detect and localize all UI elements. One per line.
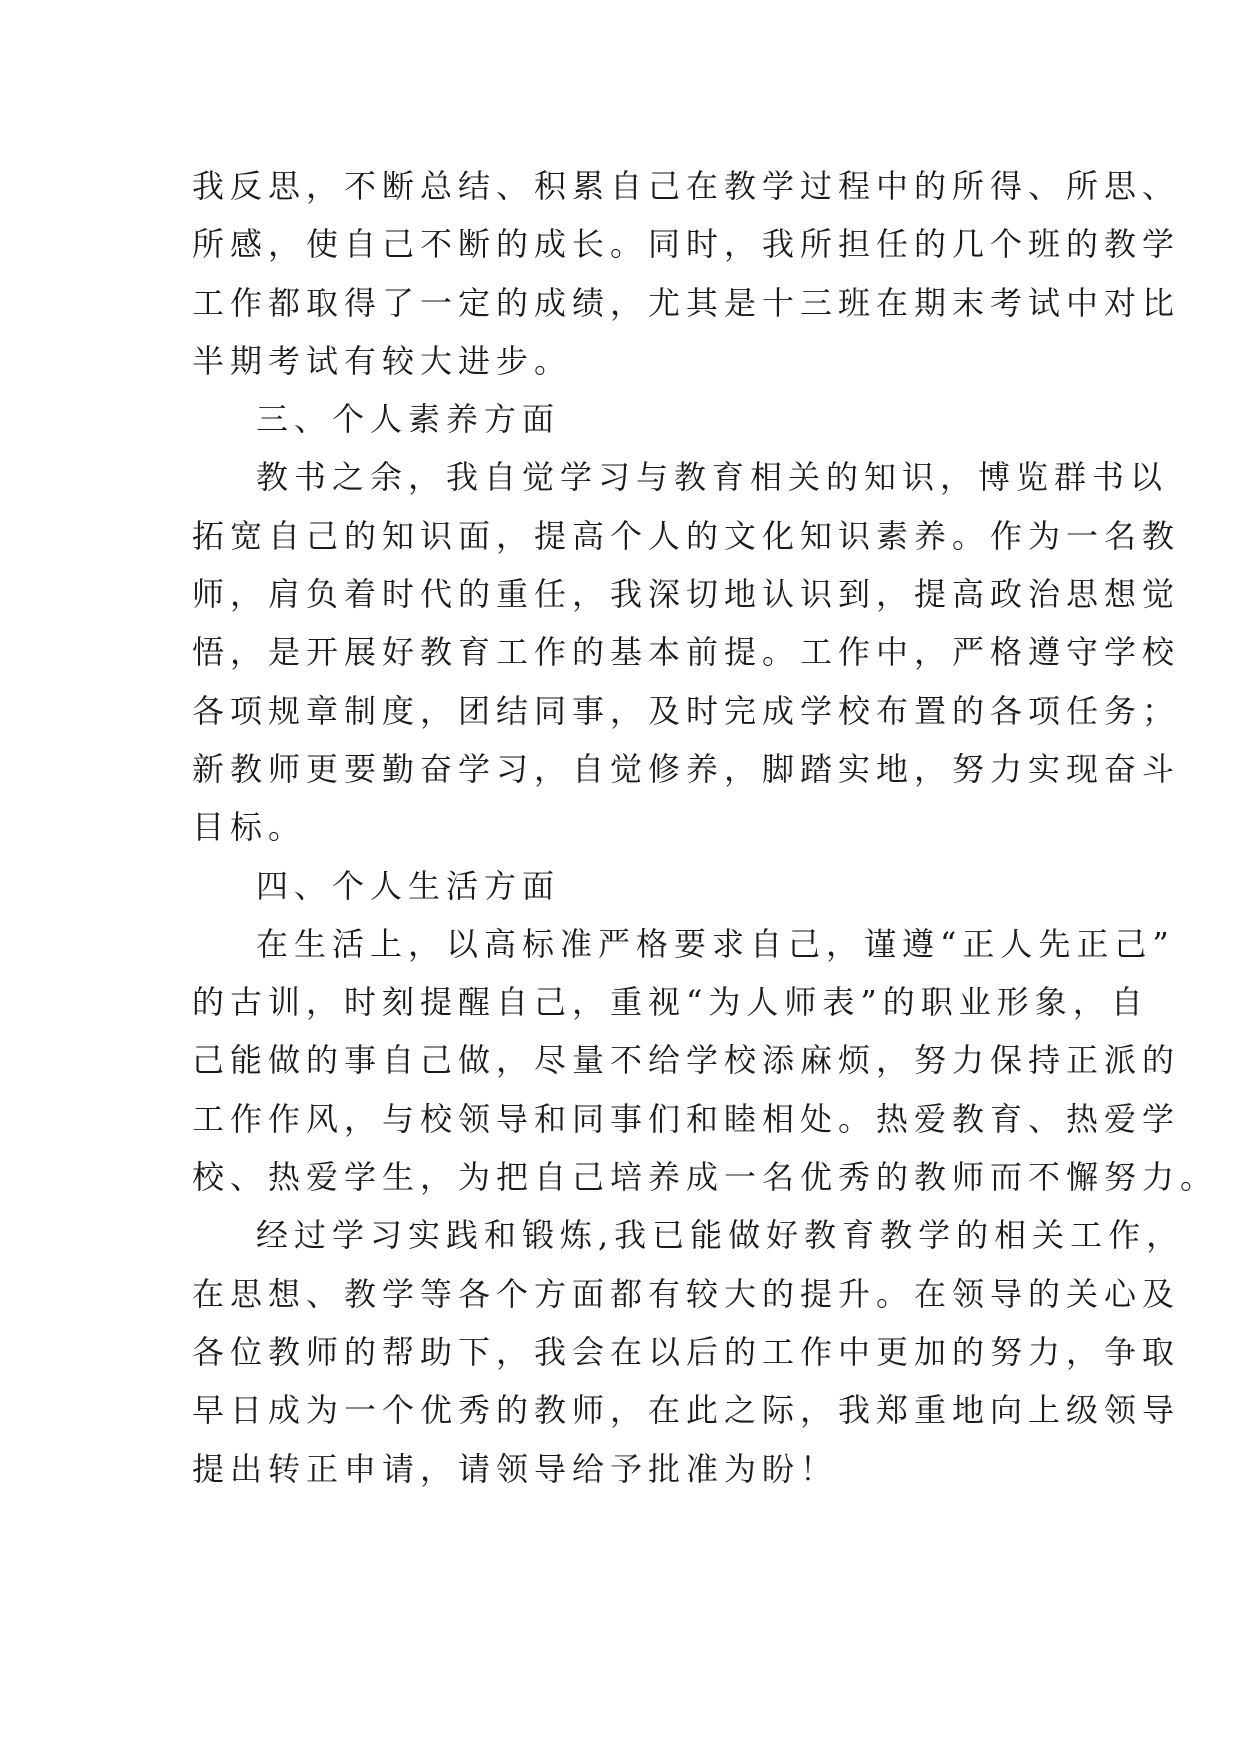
section-heading-personal-quality [192,390,1062,448]
text-line: 在生活上，以高标准严格要求自己，谨遵“正人先正己” [256,924,1175,963]
text-line: 各项规章制度，团结同事，及时完成学校布置的各项任务； [192,691,1181,730]
text-line: 半期考试有较大进步。 [192,341,573,380]
text-line: 己能做的事自己做，尽量不给学校添麻烦，努力保持正派的 [192,1041,1181,1080]
text-line: 新教师更要勤奋学习，自觉修养，脚踏实地，努力实现奋斗 [192,749,1181,788]
text-line: 的古训，时刻提醒自己，重视“为人师表”的职业形象，自 [192,983,1149,1022]
text-line: 师，肩负着时代的重任，我深切地认识到，提高政治思想觉 [192,575,1181,614]
text-line: 各位教师的帮助下，我会在以后的工作中更加的努力，争取 [192,1332,1181,1371]
text-line: 早日成为一个优秀的教师，在此之际，我郑重地向上级领导 [192,1391,1181,1430]
heading-text: 三、个人素养方面 [256,400,561,439]
document-body [192,157,1219,1498]
text-line: 教书之余，我自觉学习与教育相关的知识，博览群书以 [256,458,1169,497]
text-line: 我反思，不断总结、积累自己在教学过程中的所得、所思、 [192,167,1181,205]
text-line: 校、热爱学生，为把自己培养成一名优秀的教师而不懈努力。 [192,1158,1219,1197]
paragraph-conclusion [192,1206,1185,1497]
paragraph-personal-quality [192,448,1181,856]
text-line: 悟，是开展好教育工作的基本前提。工作中，严格遵守学校 [192,633,1181,672]
text-line: 工作作风，与校领导和同事们和睦相处。热爱教育、热爱学 [192,1099,1181,1138]
text-line: 经过学习实践和锻炼,我已能做好教育教学的相关工作， [256,1216,1185,1255]
section-heading-personal-life [192,857,1062,915]
paragraph-personal-life [192,915,1219,1206]
text-line: 提出转正申请，请领导给予批准为盼！ [192,1449,839,1488]
heading-text: 四、个人生活方面 [256,866,561,905]
text-line: 目标。 [192,808,307,847]
text-line: 拓宽自己的知识面，提高个人的文化知识素养。作为一名教 [192,516,1181,555]
paragraph-teaching-reflection [192,157,1181,390]
text-line: 所感，使自己不断的成长。同时，我所担任的几个班的教学 [192,225,1181,264]
text-line: 在思想、教学等各个方面都有较大的提升。在领导的关心及 [192,1274,1181,1313]
text-line: 工作都取得了一定的成绩，尤其是十三班在期末考试中对比 [192,283,1181,322]
